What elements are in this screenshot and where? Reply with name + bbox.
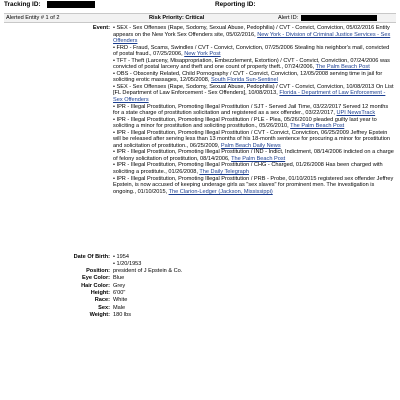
detail-label: Position: <box>86 268 110 274</box>
detail-label: Weight: <box>89 312 110 318</box>
detail-value: 180 lbs <box>113 312 132 318</box>
reporting-id-label: Reporting ID: <box>215 1 256 8</box>
event-entry <box>113 84 395 104</box>
event-source-link[interactable]: UPI NewsTrack <box>336 110 376 117</box>
detail-value: president of J Epstein & Co. <box>113 268 183 274</box>
event-source-link[interactable]: Florida - Department of Law Enforcement - Sex Offenders <box>113 90 386 104</box>
event-source-link[interactable]: The Palm Beach Post <box>315 64 370 71</box>
event-source-link[interactable]: New York Post <box>184 51 221 58</box>
event-entry <box>113 117 395 130</box>
event-entry <box>113 58 395 71</box>
detail-label: Race: <box>94 297 110 303</box>
detail-label: Date Of Birth: <box>73 254 110 260</box>
alert-id-redaction <box>301 15 377 22</box>
alerted-entity-count: Alerted Entity # 1 of 2 <box>6 15 60 21</box>
detail-value: Blue <box>113 275 125 281</box>
event-entry <box>113 45 395 58</box>
detail-value: Grey <box>113 283 126 289</box>
detail-value: Male <box>113 305 126 311</box>
event-entry <box>113 25 395 45</box>
event-source-link[interactable]: The Palm Beach Post <box>290 123 345 130</box>
event-entry <box>113 162 395 175</box>
event-entry-text: • IPR - Illegal Prostitution, Promoting Illegal Prostitution / SJT - Served Jail Time, 03/22/2017 Served 12 months for a state charge of prostitution solicitation and registered as a sex offender., 03/22/2017, <box>113 103 389 117</box>
alert-header-row <box>4 13 396 23</box>
event-entry-text: • SEX - Sex Offenses (Rape, Sodomy, Sexual Abuse, Pedophilia) / CVT - Convict, Conviction, 05/02/2016 Entity appears on the New York Sex Offenders site, 05/02/2016, <box>113 25 390 38</box>
event-entry-text: • IPR - Illegal Prostitution, Promoting Illegal Prostitution / IND - Indict, Indictment, 08/14/2006 indicted on a charge of felony solicitation of prostitution, 08/14/2006, <box>113 149 394 162</box>
detail-label: Eye Color: <box>82 275 110 281</box>
event-label: Event: <box>92 25 110 31</box>
event-source-link[interactable]: Palm Beach Daily News <box>220 142 281 149</box>
event-entry <box>113 71 395 84</box>
event-list <box>113 25 395 195</box>
alert-id-label: Alert ID: <box>278 15 299 21</box>
event-entry-text: • FRD - Fraud, Scams, Swindles / CVT - Convict, Conviction, 07/25/2006 Stealing his neighbor's mail, convicted of postal fraud., 07/25/2006, <box>113 44 390 58</box>
event-entry-text: • IPR - Illegal Prostitution, Promoting Illegal Prostitution / CHG - Charged, 01/26/2008 Has been charged with soliciting a prostitute., 01/26/2008, <box>113 162 383 176</box>
event-entry-text: • IPR - Illegal Prostitution, Promoting Illegal Prostitution / PRB - Probe, 01/10/2015 registered sex offender Jeffrey Epstein, is now accused of keeping underage girls as "sex slaves" for prominent men. The investigation is ongoing., 01/10/2015, <box>113 175 394 195</box>
detail-value: • 1954 <box>113 254 129 260</box>
detail-label: Height: <box>90 290 110 296</box>
event-entry <box>113 130 395 150</box>
event-entry-text: • IPR - Illegal Prostitution, Promoting Illegal Prostitution / CVT - Convict, Conviction, 06/25/2009 Jeffrey Epstein will be released after serving less than 13 months of his 18-month sentence for procuring a minor for prostitution and solicitation of prostitution., 06/25/2009, <box>113 129 391 149</box>
event-source-link[interactable]: New York - Division of Criminal Justice Services - Sex Offenders <box>113 31 391 45</box>
event-entry-text: • IPR - Illegal Prostitution, Promoting Illegal Prostitution / PLE - Plea, 05/26/2010 pleaded guilty last year to soliciting a minor for prostitution and soliciting prostitution., 05/26/2010, <box>113 116 377 130</box>
event-entry <box>113 176 395 196</box>
risk-priority: Risk Priority: Critical <box>149 15 205 21</box>
event-entry-text: • TFT - Theft (Larceny, Misappropriation, Embezzlement, Extortion) / CVT - Convict, Conviction, 07/24/2006 was convicted of postal larceny and theft and one count of property theft., 07/24/2006, <box>113 57 390 71</box>
event-entry-text: • SEX - Sex Offenses (Rape, Sodomy, Sexual Abuse, Pedophilia) / CVT - Convict, Conviction, 10/08/2013 On List [FL Department of Law Enforcement - Sex Offenders], 10/08/2013, <box>113 83 394 97</box>
detail-label: Hair Color: <box>81 283 110 289</box>
event-source-link[interactable]: The Daily Telegraph <box>199 169 250 176</box>
detail-value: 6'00" <box>113 290 126 296</box>
event-entry <box>113 104 395 117</box>
detail-value: • 1/20/1953 <box>113 261 142 267</box>
event-entry <box>113 149 395 162</box>
top-bar <box>0 0 400 11</box>
tracking-id-label: Tracking ID: <box>4 1 41 8</box>
event-entry-text: • OBS - Obscenity Related, Child Pornography / CVT - Convict, Conviction, 12/05/2008 serving time in jail for soliciting erotic massages, 12/05/2008, <box>113 70 383 84</box>
event-source-link[interactable]: South Florida Sun-Sentinel <box>210 77 278 84</box>
event-source-link[interactable]: The Clarion-Ledger (Jackson, Mississippi) <box>168 188 273 195</box>
detail-label: Sex: <box>98 305 110 311</box>
event-source-link[interactable]: The Palm Beach Post <box>231 155 286 162</box>
detail-value: White <box>113 297 128 303</box>
tracking-id-redaction <box>47 1 95 8</box>
